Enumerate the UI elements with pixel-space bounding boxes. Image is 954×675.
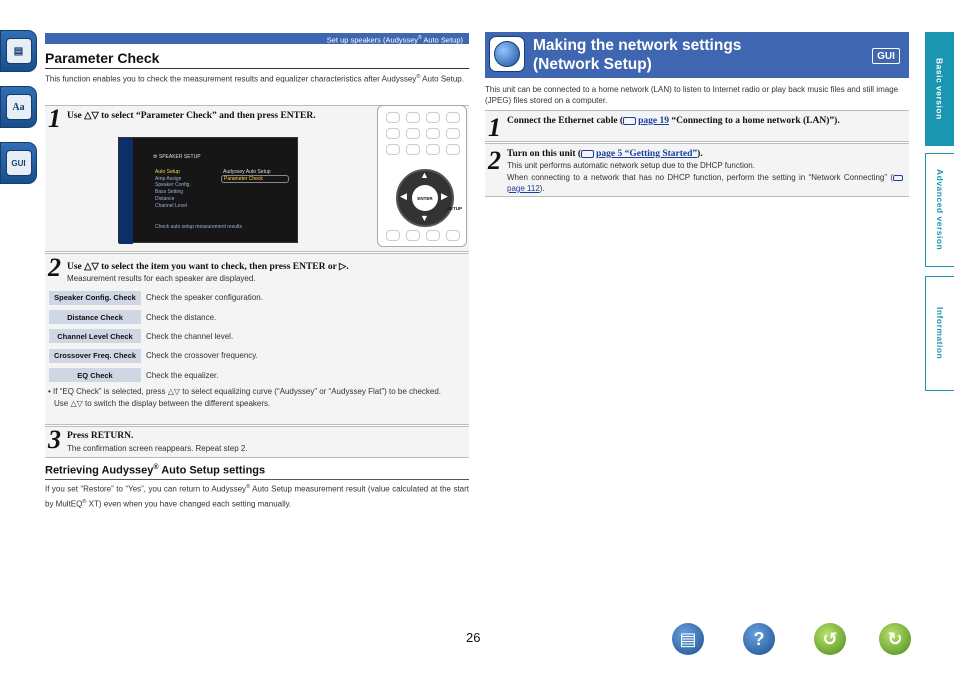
gui-badge: GUI xyxy=(872,48,900,64)
remote-button-row xyxy=(386,128,460,139)
step-subtext: The confirmation screen reappears. Repeat step 2. xyxy=(67,444,248,453)
tab-label: Information xyxy=(935,307,945,360)
left-arrow-icon: ◀ xyxy=(400,191,407,201)
step-text: Press RETURN. xyxy=(67,431,134,441)
strip-text: Set up speakers (Audyssey xyxy=(326,35,419,45)
retrieving-title-text-after: Auto Setup settings xyxy=(158,464,266,477)
book-icon: ▤ xyxy=(679,628,697,649)
step-number: 2 xyxy=(48,253,61,282)
screen-footer: Check auto setup measurement results xyxy=(155,224,242,230)
step-sub-after: ). xyxy=(539,184,545,193)
network-step-2 xyxy=(485,143,909,197)
section-header-strip xyxy=(45,33,469,44)
retrieving-title-sup: ® xyxy=(153,464,159,471)
table-value: Check the channel level. xyxy=(146,331,234,341)
note-line: • If “EQ Check” is selected, press △▽ to select equalizing curve (“Audyssey” or “Audyssey Flat”) to be checked. xyxy=(48,387,442,396)
desc-text: This function enables you to check the measurement results and equalizer characteristics after Audyssey xyxy=(45,74,417,84)
help-nav-button[interactable] xyxy=(743,623,775,655)
network-title-line: Making the network settings xyxy=(533,37,742,54)
step-text-before: Turn on this unit ( xyxy=(507,149,582,159)
step-text xyxy=(507,149,703,159)
screen-header: ⚙ SPEAKER SETUP xyxy=(153,154,201,160)
network-title-line: (Network Setup) xyxy=(533,56,652,73)
forward-nav-button[interactable] xyxy=(879,623,911,655)
retrieving-description xyxy=(45,481,469,510)
forward-arrow-icon: ↻ xyxy=(887,628,903,649)
retrieving-title-text: Retrieving Audyssey xyxy=(45,464,154,477)
page-link[interactable]: page 112 xyxy=(507,184,540,193)
retrieving-desc-sup2: ® xyxy=(82,498,87,505)
page-link[interactable]: page 5 “Getting Started” xyxy=(596,149,698,159)
table-key: Speaker Config. Check xyxy=(49,291,141,305)
retrieving-desc-3: XT) even when you have changed each setting manually. xyxy=(86,499,292,509)
up-arrow-icon: ▲ xyxy=(420,170,429,180)
page-ref-icon xyxy=(623,117,636,125)
step-subtext: This unit performs automatic network setup due to the DHCP function. xyxy=(507,161,755,170)
remote-button-row xyxy=(386,230,460,241)
down-arrow-icon: ▼ xyxy=(420,213,429,223)
table-value: Check the equalizer. xyxy=(146,370,219,380)
eq-note xyxy=(48,386,466,409)
strip-sup: ® xyxy=(418,35,422,41)
step-number: 2 xyxy=(488,146,501,175)
step-subtext: Measurement results for each speaker are displayed. xyxy=(67,274,256,283)
network-description: This unit can be connected to a home network (LAN) to listen to Internet radio or play back music files and still image (JPEG) files stored on a computer. xyxy=(485,85,899,105)
screen-menu-item: Amp Assign xyxy=(155,175,182,182)
step-sub-before: When connecting to a network that has no DHCP function, perform the setting in “Network Connecting” ( xyxy=(507,173,893,182)
table-value: Check the distance. xyxy=(146,312,217,322)
table-row xyxy=(49,288,464,307)
screen-menu-item: Distance xyxy=(155,195,175,202)
check-table xyxy=(49,288,464,385)
retrieving-desc-sup1: ® xyxy=(246,484,251,490)
page-title: Parameter Check xyxy=(45,50,469,69)
screen-menu-item: Speaker Config. xyxy=(155,182,191,189)
network-header xyxy=(485,32,909,78)
remote-button-row xyxy=(386,144,460,155)
table-value: Check the speaker configuration. xyxy=(146,293,263,303)
table-row xyxy=(49,307,464,326)
tab-basic-version[interactable] xyxy=(925,32,954,146)
network-step-1 xyxy=(485,110,909,142)
remote-control-image xyxy=(377,105,467,247)
step-text: Use △▽ to select the item you want to check, then press ENTER or ▷. xyxy=(67,262,349,272)
question-icon: ? xyxy=(753,628,765,649)
section-description xyxy=(45,72,469,85)
desc-text-after: Auto Setup. xyxy=(420,74,464,84)
table-key: Channel Level Check xyxy=(49,329,141,343)
step-3 xyxy=(45,426,469,458)
table-row xyxy=(49,346,464,365)
remote-setup-label: SETUP xyxy=(447,206,463,211)
screen-right-title: Audyssey Auto Setup xyxy=(223,169,271,175)
step-text-after: ). xyxy=(697,149,703,159)
table-key: Crossover Freq. Check xyxy=(49,349,141,363)
remote-button-row xyxy=(386,112,460,123)
back-arrow-icon: ↺ xyxy=(822,628,838,649)
step-text-after: “Connecting to a home network (LAN)”). xyxy=(668,116,840,126)
retrieving-desc-2: Auto Setup measurement result (value calculated at the start by MultEQ xyxy=(45,484,470,509)
tab-advanced-version[interactable] xyxy=(925,153,954,267)
network-title xyxy=(533,36,741,74)
step-subtext xyxy=(507,172,905,194)
screen-selected-item: Parameter Check xyxy=(221,175,289,183)
retrieving-desc-1: If you set “Restore” to “Yes”, you can return to Audyssey xyxy=(45,484,247,494)
page-ref-icon xyxy=(893,175,903,181)
table-row xyxy=(49,366,464,385)
network-globe-icon xyxy=(489,36,525,72)
page-link[interactable]: page 19 xyxy=(638,116,669,126)
book-icon: ▤ xyxy=(6,38,32,64)
table-value: Check the crossover frequency. xyxy=(146,351,258,361)
step-number: 1 xyxy=(48,104,61,133)
contents-nav-button[interactable] xyxy=(672,623,704,655)
setup-screen-image xyxy=(118,137,298,243)
index-label: Aa xyxy=(6,94,32,120)
screen-menu-item: Auto Setup xyxy=(155,169,180,175)
remote-enter-label: ENTER xyxy=(412,185,438,211)
screen-side-bar xyxy=(119,138,133,244)
book-ref-icon xyxy=(581,150,594,158)
table-row xyxy=(49,327,464,346)
table-key: EQ Check xyxy=(49,368,141,382)
screen-menu-item: Channel Level xyxy=(155,202,187,209)
back-nav-button[interactable] xyxy=(814,623,846,655)
table-key: Distance Check xyxy=(49,310,141,324)
step-text: Use △▽ to select “Parameter Check” and then press ENTER. xyxy=(67,111,316,121)
retrieving-title xyxy=(45,464,469,480)
page-number: 26 xyxy=(466,630,481,645)
tab-information[interactable] xyxy=(925,276,954,391)
gui-icon[interactable] xyxy=(0,142,37,184)
strip-text-after: Auto Setup) xyxy=(421,35,463,45)
note-line: Use △▽ to switch the display between the different speakers. xyxy=(54,398,271,408)
screen-header-text: SPEAKER SETUP xyxy=(158,154,201,160)
tab-label: Advanced version xyxy=(935,169,945,251)
gui-label: GUI xyxy=(6,150,32,176)
desc-sup: ® xyxy=(416,74,421,80)
screen-menu xyxy=(155,169,191,209)
right-arrow-icon: ▶ xyxy=(441,191,448,201)
remote-dpad xyxy=(396,169,454,227)
step-text xyxy=(507,116,840,126)
tab-label: Basic version xyxy=(934,58,945,120)
contents-icon[interactable] xyxy=(0,30,37,72)
step-number: 1 xyxy=(488,113,501,142)
step-number: 3 xyxy=(48,425,61,454)
screen-menu-item: Bass Setting xyxy=(155,189,184,196)
step-text-before: Connect the Ethernet cable ( xyxy=(507,116,624,126)
index-icon[interactable] xyxy=(0,86,37,128)
